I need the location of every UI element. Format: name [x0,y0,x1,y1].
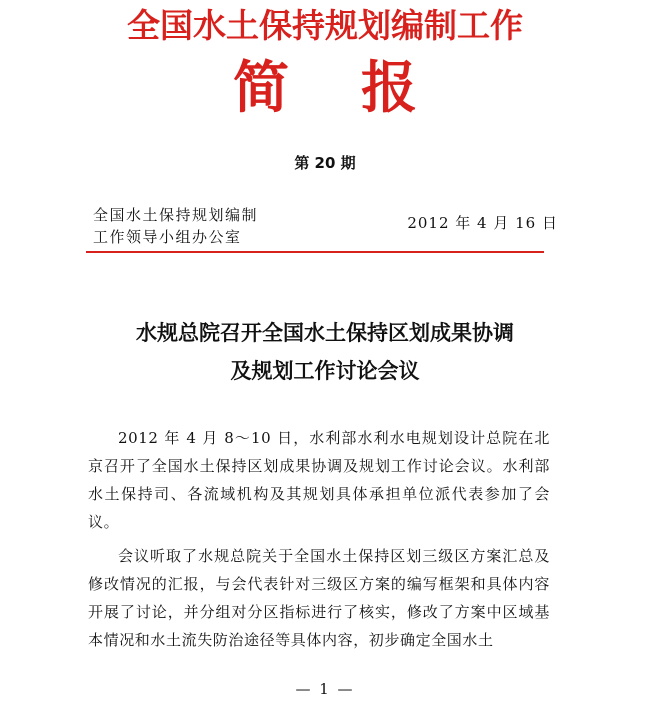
headline-line-1: 水规总院召开全国水土保持区划成果协调 [136,321,514,345]
issue-date: 2012 年 4 月 16 日 [407,214,558,232]
masthead-subtitle [0,56,650,120]
masthead-subtitle-char-2: 报 [361,55,417,121]
paragraph: 2012 年 4 月 8～10 日，水利部水利水电规划设计总院在北京召开了全国水土保持区划成果协调及规划工作讨论会议。水利部水土保持司、各流域机构及其规划具体承担单位派代表参加了会议。 [88,429,550,531]
issuer-block [93,204,258,248]
issuer-line-2: 工作领导小组办公室 [93,228,242,246]
headline-line-2: 及规划工作讨论会议 [230,359,420,383]
paragraph: 会议听取了水规总院关于全国水土保持区划三级区方案汇总及修改情况的汇报，与会代表针对三级区方案的编写框架和具体内容开展了讨论，并分组对分区指标进行了核实，修改了方案中区域基本情况和水土流失防治途径等具体内容，初步确定全国水土 [88,547,550,649]
masthead-title: 全国水土保持规划编制工作 [127,6,523,45]
issuer-line-1: 全国水土保持规划编制 [93,206,259,224]
article-headline [0,314,650,390]
masthead-subtitle-char-1: 简 [233,55,289,121]
page-number: — 1 — [295,680,355,698]
article-body [88,424,550,660]
issue-number: 第 20 期 [294,154,356,172]
red-divider-line [86,251,544,253]
